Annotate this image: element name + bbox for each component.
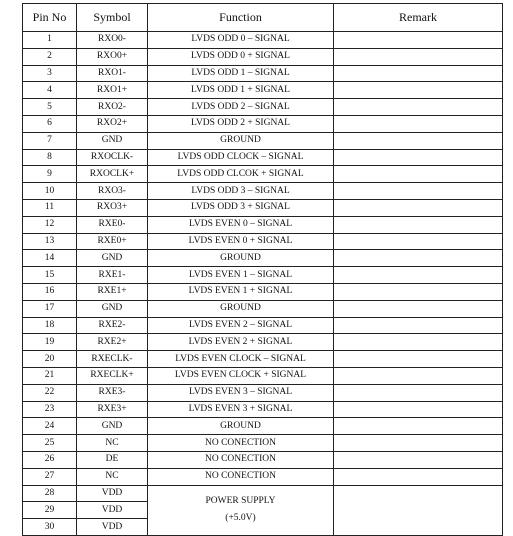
table-row <box>23 418 503 435</box>
pin-cell: 30 <box>23 519 77 536</box>
table-row <box>23 216 503 233</box>
symbol-cell: NC <box>77 468 148 485</box>
function-cell: GROUND <box>148 300 334 317</box>
pin-assignment-table-container <box>22 3 502 536</box>
table-header-row <box>23 4 503 32</box>
power-supply-voltage: (+5.0V) <box>225 513 256 524</box>
table-row <box>23 351 503 368</box>
pin-cell: 2 <box>23 48 77 65</box>
remark-cell <box>334 183 503 200</box>
header-pin-no: Pin No <box>23 4 77 32</box>
remark-cell <box>334 267 503 284</box>
symbol-cell: VDD <box>77 502 148 519</box>
function-cell-power-supply <box>148 485 334 535</box>
table-row <box>23 99 503 116</box>
remark-cell <box>334 65 503 82</box>
pin-cell: 20 <box>23 351 77 368</box>
remark-cell <box>334 418 503 435</box>
function-cell: LVDS EVEN 1 + SIGNAL <box>148 283 334 300</box>
function-cell: LVDS EVEN 2 + SIGNAL <box>148 334 334 351</box>
symbol-cell: RXE0+ <box>77 233 148 250</box>
remark-cell <box>334 48 503 65</box>
remark-cell <box>334 334 503 351</box>
function-cell: LVDS ODD 0 + SIGNAL <box>148 48 334 65</box>
pin-cell: 17 <box>23 300 77 317</box>
pin-cell: 13 <box>23 233 77 250</box>
function-cell: NO CONECTION <box>148 435 334 452</box>
table-row <box>23 166 503 183</box>
symbol-cell: RXE3- <box>77 384 148 401</box>
remark-cell <box>334 317 503 334</box>
symbol-cell: VDD <box>77 519 148 536</box>
table-row <box>23 334 503 351</box>
remark-cell <box>334 82 503 99</box>
symbol-cell: RXOCLK- <box>77 149 148 166</box>
function-cell: LVDS EVEN CLOCK – SIGNAL <box>148 351 334 368</box>
remark-cell <box>334 485 503 535</box>
table-row <box>23 65 503 82</box>
table-row <box>23 132 503 149</box>
pin-cell: 8 <box>23 149 77 166</box>
table-row <box>23 317 503 334</box>
header-symbol: Symbol <box>77 4 148 32</box>
function-cell: GROUND <box>148 250 334 267</box>
symbol-cell: RXO0- <box>77 32 148 49</box>
table-row <box>23 401 503 418</box>
function-cell: NO CONECTION <box>148 451 334 468</box>
remark-cell <box>334 384 503 401</box>
power-supply-label: POWER SUPPLY <box>205 496 276 507</box>
symbol-cell: RXO1+ <box>77 82 148 99</box>
symbol-cell: VDD <box>77 485 148 502</box>
remark-cell <box>334 451 503 468</box>
table-row <box>23 367 503 384</box>
table-row <box>23 300 503 317</box>
function-cell: LVDS ODD 3 – SIGNAL <box>148 183 334 200</box>
table-row <box>23 82 503 99</box>
function-cell: LVDS ODD 0 – SIGNAL <box>148 32 334 49</box>
symbol-cell: RXE0- <box>77 216 148 233</box>
table-row <box>23 48 503 65</box>
symbol-cell: RXE3+ <box>77 401 148 418</box>
table-row <box>23 250 503 267</box>
table-row <box>23 199 503 216</box>
pin-cell: 28 <box>23 485 77 502</box>
pin-cell: 10 <box>23 183 77 200</box>
remark-cell <box>334 32 503 49</box>
table-row <box>23 267 503 284</box>
symbol-cell: RXO2+ <box>77 115 148 132</box>
remark-cell <box>334 250 503 267</box>
pin-cell: 14 <box>23 250 77 267</box>
remark-cell <box>334 132 503 149</box>
function-cell: LVDS EVEN 3 + SIGNAL <box>148 401 334 418</box>
remark-cell <box>334 115 503 132</box>
pin-cell: 6 <box>23 115 77 132</box>
remark-cell <box>334 99 503 116</box>
function-cell: LVDS EVEN 1 – SIGNAL <box>148 267 334 284</box>
pin-cell: 24 <box>23 418 77 435</box>
table-row <box>23 451 503 468</box>
header-remark: Remark <box>334 4 503 32</box>
pin-cell: 27 <box>23 468 77 485</box>
pin-cell: 1 <box>23 32 77 49</box>
function-cell: LVDS ODD CLOCK – SIGNAL <box>148 149 334 166</box>
symbol-cell: RXO0+ <box>77 48 148 65</box>
pin-cell: 12 <box>23 216 77 233</box>
remark-cell <box>334 233 503 250</box>
symbol-cell: RXE2- <box>77 317 148 334</box>
symbol-cell: RXO2- <box>77 99 148 116</box>
symbol-cell: RXO1- <box>77 65 148 82</box>
table-row <box>23 233 503 250</box>
header-function: Function <box>148 4 334 32</box>
remark-cell <box>334 166 503 183</box>
symbol-cell: RXECLK+ <box>77 367 148 384</box>
symbol-cell: GND <box>77 300 148 317</box>
pin-cell: 16 <box>23 283 77 300</box>
remark-cell <box>334 300 503 317</box>
pin-cell: 7 <box>23 132 77 149</box>
function-cell: LVDS EVEN 0 – SIGNAL <box>148 216 334 233</box>
function-cell: LVDS EVEN 2 – SIGNAL <box>148 317 334 334</box>
pin-cell: 4 <box>23 82 77 99</box>
function-cell: LVDS ODD 2 + SIGNAL <box>148 115 334 132</box>
table-row <box>23 435 503 452</box>
table-row <box>23 183 503 200</box>
remark-cell <box>334 199 503 216</box>
symbol-cell: RXE2+ <box>77 334 148 351</box>
table-row <box>23 468 503 485</box>
pin-cell: 9 <box>23 166 77 183</box>
pin-cell: 25 <box>23 435 77 452</box>
remark-cell <box>334 367 503 384</box>
table-row <box>23 384 503 401</box>
symbol-cell: GND <box>77 132 148 149</box>
pin-cell: 21 <box>23 367 77 384</box>
pin-cell: 22 <box>23 384 77 401</box>
remark-cell <box>334 435 503 452</box>
pin-cell: 3 <box>23 65 77 82</box>
pin-cell: 29 <box>23 502 77 519</box>
symbol-cell: RXO3+ <box>77 199 148 216</box>
remark-cell <box>334 351 503 368</box>
remark-cell <box>334 283 503 300</box>
remark-cell <box>334 216 503 233</box>
pin-cell: 26 <box>23 451 77 468</box>
pin-cell: 15 <box>23 267 77 284</box>
table-body <box>23 32 503 536</box>
remark-cell <box>334 401 503 418</box>
function-cell: LVDS EVEN 3 – SIGNAL <box>148 384 334 401</box>
symbol-cell: RXE1- <box>77 267 148 284</box>
function-cell: LVDS EVEN 0 + SIGNAL <box>148 233 334 250</box>
pin-cell: 19 <box>23 334 77 351</box>
pin-cell: 23 <box>23 401 77 418</box>
pin-cell: 11 <box>23 199 77 216</box>
symbol-cell: GND <box>77 418 148 435</box>
symbol-cell: RXECLK- <box>77 351 148 368</box>
table-row <box>23 32 503 49</box>
function-cell: LVDS EVEN CLOCK + SIGNAL <box>148 367 334 384</box>
table-row <box>23 115 503 132</box>
function-cell: LVDS ODD 1 + SIGNAL <box>148 82 334 99</box>
function-cell: GROUND <box>148 418 334 435</box>
function-cell: GROUND <box>148 132 334 149</box>
table-row <box>23 149 503 166</box>
symbol-cell: DE <box>77 451 148 468</box>
remark-cell <box>334 468 503 485</box>
function-cell: LVDS ODD 1 – SIGNAL <box>148 65 334 82</box>
function-cell: LVDS ODD 2 – SIGNAL <box>148 99 334 116</box>
symbol-cell: RXOCLK+ <box>77 166 148 183</box>
table-row <box>23 283 503 300</box>
symbol-cell: GND <box>77 250 148 267</box>
symbol-cell: RXO3- <box>77 183 148 200</box>
table-row <box>23 485 503 502</box>
function-cell: LVDS ODD 3 + SIGNAL <box>148 199 334 216</box>
function-cell: NO CONECTION <box>148 468 334 485</box>
pin-assignment-table <box>22 3 503 536</box>
function-cell: LVDS ODD CLCOK + SIGNAL <box>148 166 334 183</box>
remark-cell <box>334 149 503 166</box>
pin-cell: 5 <box>23 99 77 116</box>
symbol-cell: RXE1+ <box>77 283 148 300</box>
symbol-cell: NC <box>77 435 148 452</box>
pin-cell: 18 <box>23 317 77 334</box>
